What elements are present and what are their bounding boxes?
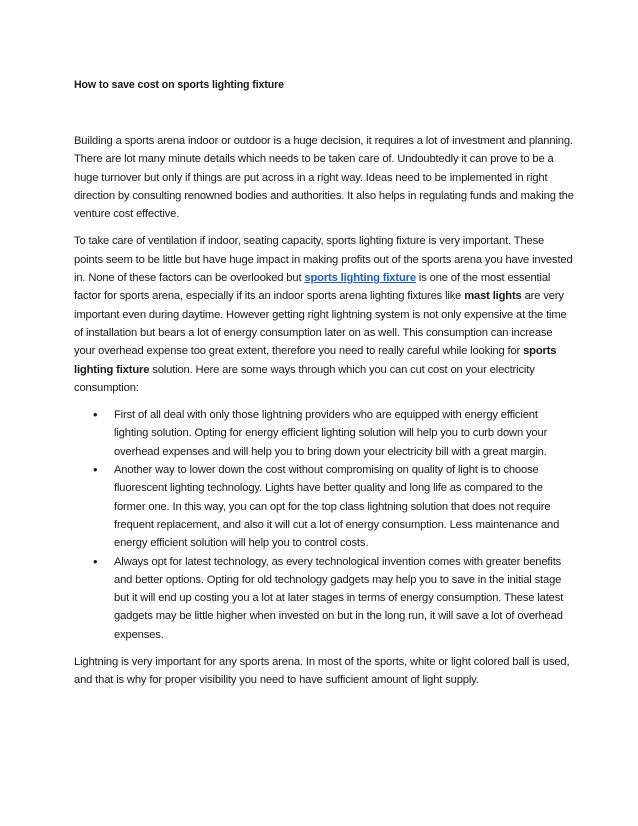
closing-paragraph: Lightning is very important for any sports arena. In most of the sports, white or light colored ball is used, and that is why for proper visibility you need to have sufficient amount of light supply. [74, 656, 570, 687]
document-title: How to save cost on sports lighting fixture [74, 79, 284, 91]
paragraph-text: are very important even during daytime. However getting right lightning system is not only expensive at the time of installation but bears a lot of energy consumption later on as well. This consumption can increase your overhead expense too great extent, therefore you need to really careful while looking for [74, 290, 567, 358]
list-item: • First of all deal with only those lightning providers who are equipped with energy efficient lighting solution. Opting for energy efficient lighting solution will help you to curb down your overhead expenses and will help you to bring down your electricity bill with a great margin. [114, 406, 574, 461]
intro-paragraph: Building a sports arena indoor or outdoor is a huge decision, it requires a lot of investment and planning. There are lot many minute details which needs to be taken care of. Undoubtedly it can prove to be a huge turnover but only if things are put across in a right way. Ideas need to be implemented in right direction by consulting renowned bodies and authorities. It also helps in regulating funds and making the venture cost effective. [74, 135, 574, 221]
list-item: • Another way to lower down the cost without compromising on quality of light is to choose fluorescent lighting technology. Lights have better quality and long life as compared to the former one. In this way, you can opt for the top class lightning solution that does not require frequent replacement, and also it will cut a lot of energy consumption. Less maintenance and energy efficient solution will help you to control costs. [114, 461, 574, 552]
sports-lighting-fixture-link[interactable]: sports lighting fixture [304, 272, 416, 285]
paragraph-text: solution. Here are some ways through which you can cut cost on your electricity consumption: [74, 363, 535, 394]
document-body [74, 132, 574, 699]
tips-list [74, 406, 574, 644]
paragraph-text: is one of the most essential factor for sports arena, especially if its an indoor sports arena lighting fixtures like [74, 272, 551, 303]
lighting-paragraph [74, 232, 574, 397]
bold-keyword-mast-lights: mast lights [464, 290, 522, 303]
bold-keyword-sports-lighting-fixture: sports lighting fixture [74, 345, 557, 376]
list-item: • Always opt for latest technology, as every technological invention comes with greater benefits and better options. Opting for old technology gadgets may help you to save in the initial stage but it will end up costing you a lot at later stages in terms of energy consumption. These latest gadgets may be little higher when invested on but in the long run, it will save a lot of overhead expenses. [114, 553, 574, 644]
paragraph-text: To take care of ventilation if indoor, seating capacity, sports lighting fixture is very important. These points seem to be little but have huge impact in making profits out of the sports arena you have invested in. None of these factors can be overlooked but [74, 235, 573, 285]
